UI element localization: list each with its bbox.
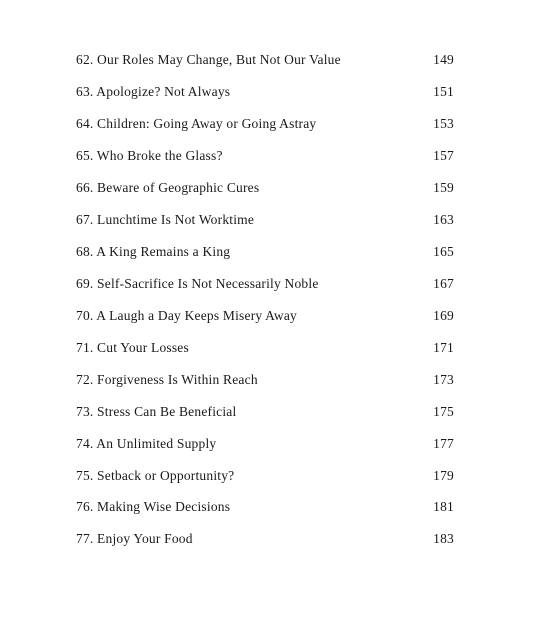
toc-entry-title: 72. Forgiveness Is Within Reach: [76, 372, 258, 387]
toc-entry-title: 65. Who Broke the Glass?: [76, 148, 223, 163]
toc-entry-title: 67. Lunchtime Is Not Worktime: [76, 212, 255, 227]
toc-entry-title: 68. A King Remains a King: [76, 244, 231, 259]
toc-entry-page: 149: [433, 52, 454, 67]
toc-entry-75: [76, 465, 454, 487]
toc-entry-page: 171: [433, 340, 454, 355]
toc-entry-76: [76, 496, 454, 518]
toc-entry-69: [76, 273, 454, 295]
toc-entry-67: [76, 209, 454, 231]
toc-entry-64: [76, 113, 454, 135]
toc-entry-page: 183: [433, 531, 454, 546]
toc-entry-title: 69. Self-Sacrifice Is Not Necessarily Noble: [76, 276, 319, 291]
toc-entry-66: [76, 177, 454, 199]
toc-entry-title: 62. Our Roles May Change, But Not Our Value: [76, 52, 341, 67]
toc-entry-title: 64. Children: Going Away or Going Astray: [76, 116, 317, 131]
toc-entry-page: 157: [433, 148, 454, 163]
toc-entry-74: [76, 433, 454, 455]
toc-entry-title: 66. Beware of Geographic Cures: [76, 180, 260, 195]
toc-entry-page: 173: [433, 372, 454, 387]
toc-entry-page: 165: [433, 244, 454, 259]
toc-entry-page: 163: [433, 212, 454, 227]
toc-entry-73: [76, 401, 454, 423]
toc-entry-65: [76, 145, 454, 167]
toc-entry-page: 179: [433, 468, 454, 483]
toc-entry-title: 73. Stress Can Be Beneficial: [76, 404, 237, 419]
toc-entry-page: 175: [433, 404, 454, 419]
toc-entry-62: [76, 49, 454, 71]
toc-entry-page: 151: [433, 84, 454, 99]
toc-entry-page: 167: [433, 276, 454, 291]
toc-entry-title: 71. Cut Your Losses: [76, 340, 189, 355]
toc-entry-68: [76, 241, 454, 263]
toc-entry-77: [76, 528, 454, 550]
toc-entry-72: [76, 369, 454, 391]
toc-entry-title: 75. Setback or Opportunity?: [76, 468, 235, 483]
toc-entry-page: 153: [433, 116, 454, 131]
toc-entry-71: [76, 337, 454, 359]
toc-entry-title: 63. Apologize? Not Always: [76, 84, 231, 99]
toc-entry-63: [76, 81, 454, 103]
toc-entry-title: 70. A Laugh a Day Keeps Misery Away: [76, 308, 297, 323]
toc-entry-page: 159: [433, 180, 454, 195]
toc-entry-title: 76. Making Wise Decisions: [76, 499, 231, 514]
toc-entry-70: [76, 305, 454, 327]
toc-entry-page: 181: [433, 499, 454, 514]
toc-entry-page: 177: [433, 436, 454, 451]
toc-entry-page: 169: [433, 308, 454, 323]
toc-entry-title: 74. An Unlimited Supply: [76, 436, 217, 451]
toc-entry-title: 77. Enjoy Your Food: [76, 531, 193, 546]
